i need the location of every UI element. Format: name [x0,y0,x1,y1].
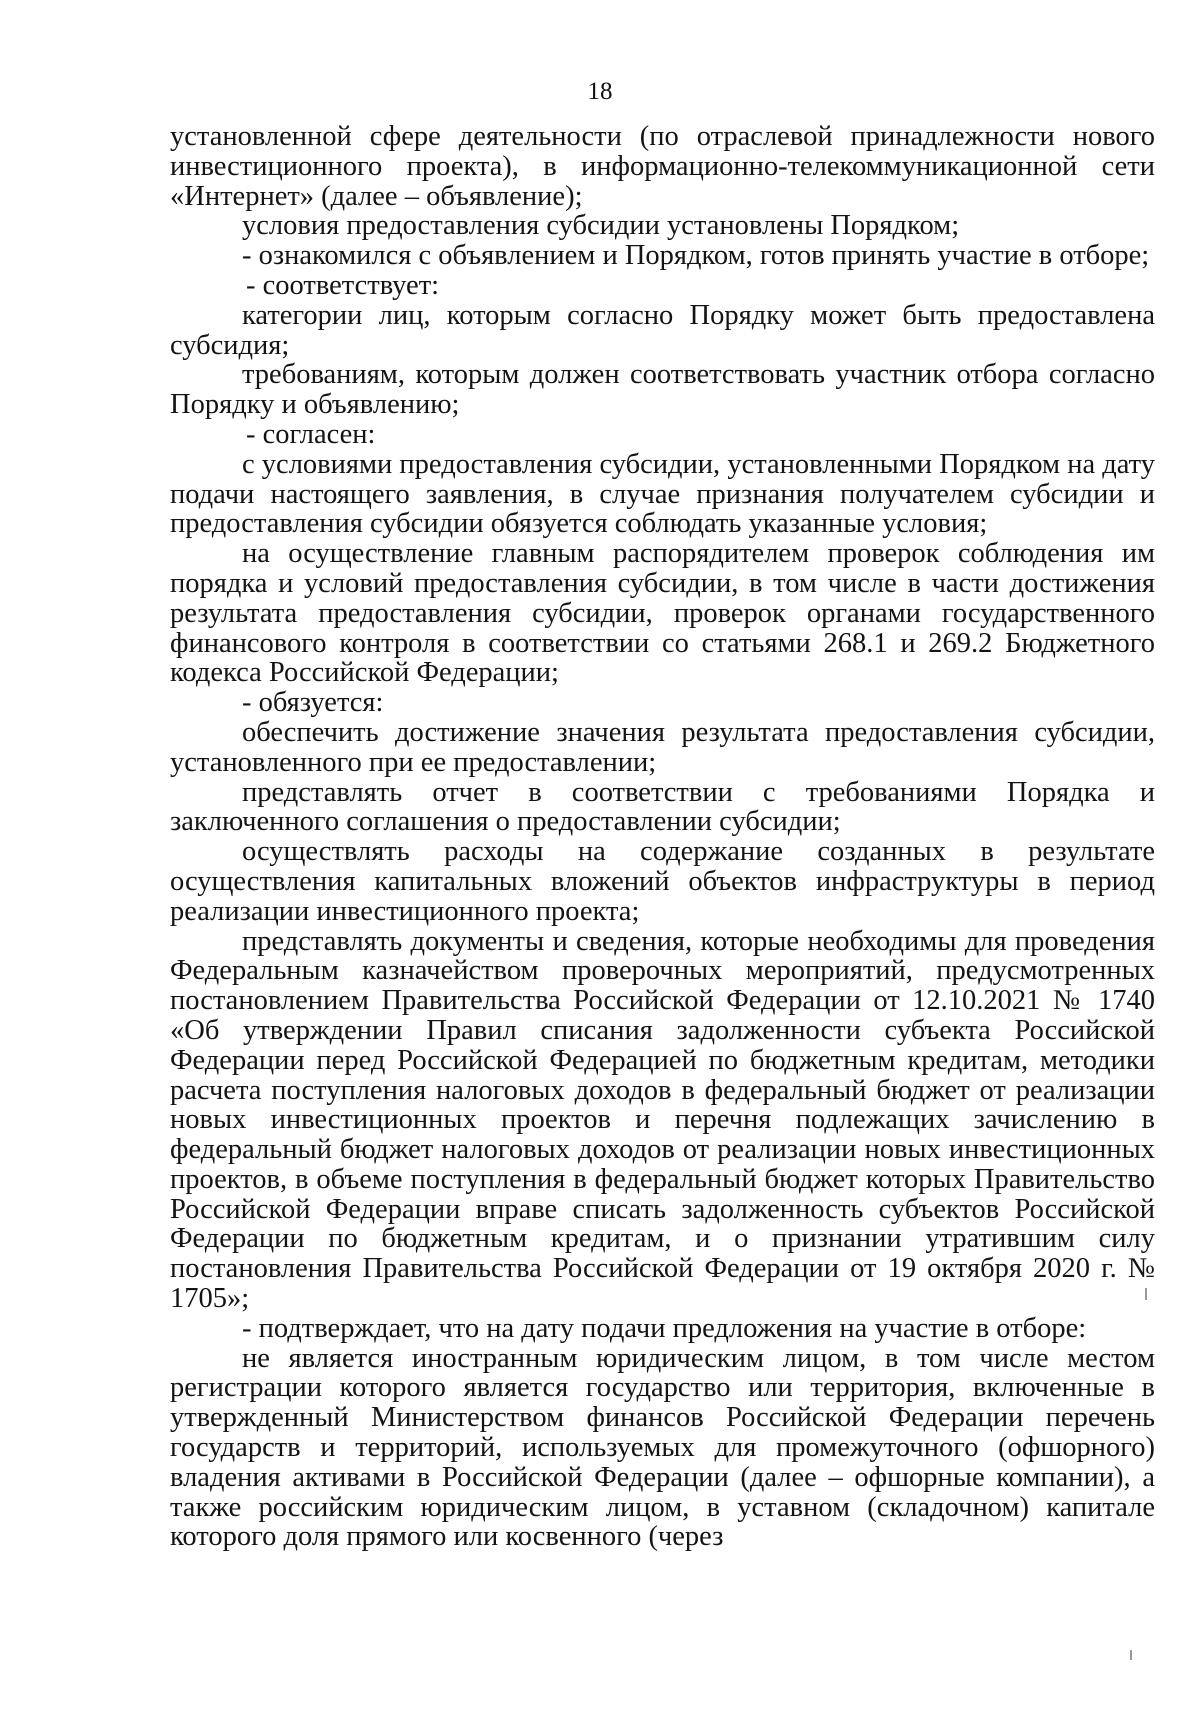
paragraph-category: категории лиц, которым согласно Порядку может быть предоставлена субсидия; [170,299,1155,361]
paragraph-obliges-report: представлять отчет в соответствии с требованиями Порядка и заключенного соглашения о предоставлении субсидии; [170,776,1155,838]
paragraph-continuation: установленной сфере деятельности (по отраслевой принадлежности нового инвестиционного проекта), в информационно-телекоммуникационной сети «Интернет» (далее – объявление); [170,121,1155,212]
document-body [170,122,1155,1552]
paragraph-subsidy-conditions: условия предоставления субсидии установлены Порядком; [242,210,960,242]
paragraph-agrees-conditions: с условиями предоставления субсидии, установленными Порядком на дату подачи настоящего заявления, в случае признания получателем субсидии и предоставления субсидии обязуется соблюдать указанные условия; [170,448,1155,540]
paragraph-requirements: требованиям, которым должен соответствовать участник отбора согласно Порядку и объявлению; [170,359,1155,421]
paragraph-obliges-result: обеспечить достижение значения результата предоставления субсидии, установленного при ее предоставлении; [170,716,1155,778]
paragraph-obliges-heading: - обязуется: [242,687,384,719]
paragraph-confirms-foreign: не является иностранным юридическим лицом, в том числе местом регистрации которого является государство или территория, включенные в утвержденный Министерством финансов Российской Федерации перечень государств и территорий, используемых для промежуточного (офшорного) владения активами в Российской Федерации (далее – офшорные компании), а также российским юридическим лицом, в уставном (складочном) капитале которого доля прямого или косвенного (через [170,1342,1155,1553]
scan-artifact [1130,1650,1132,1660]
paragraph-corresponds-heading: - соответствует: [246,269,440,301]
paragraph-obliges-documents: представлять документы и сведения, которые необходимы для проведения Федеральным казначейством проверочных мероприятий, предусмотренных постановлением Правительства Российской Федерации от 12.10.2021 № 1740 «Об утверждении Правил списания задолженности субъекта Российской Федерации перед Российской Федерацией по бюджетным кредитам, методики расчета поступления налоговых доходов в федеральный бюджет от реализации новых инвестиционных проектов и перечня подлежащих зачислению в федеральный бюджет налоговых доходов от реализации новых инвестиционных проектов, в объеме поступления в федеральный бюджет которых Правительство Российской Федерации вправе списать задолженность субъектов Российской Федерации по бюджетным кредитам, и о признании утратившим силу постановления Правительства Российской Федерации от 19 октября 2020 г. № 1705»; [170,925,1155,1315]
scan-artifact [1145,1288,1147,1300]
page-number: 18 [587,78,613,105]
paragraph-agrees-inspections: на осуществление главным распорядителем проверок соблюдения им порядка и условий предоставления субсидии, в том числе в части достижения результата предоставления субсидии, проверок органами государственного финансового контроля в соответствии со статьями 268.1 и 269.2 Бюджетного кодекса Российской Федерации; [170,538,1155,689]
paragraph-confirms-heading: - подтверждает, что на дату подачи предложения на участие в отборе: [242,1312,1087,1344]
paragraph-obliges-expenses: осуществлять расходы на содержание созданных в результате осуществления капитальных вложений объектов инфраструктуры в период реализации инвестиционного проекта; [170,836,1155,927]
paragraph-agrees-heading: - согласен: [246,418,376,450]
paragraph-familiarized: - ознакомился с объявлением и Порядком, готов принять участие в отборе; [242,240,1150,272]
